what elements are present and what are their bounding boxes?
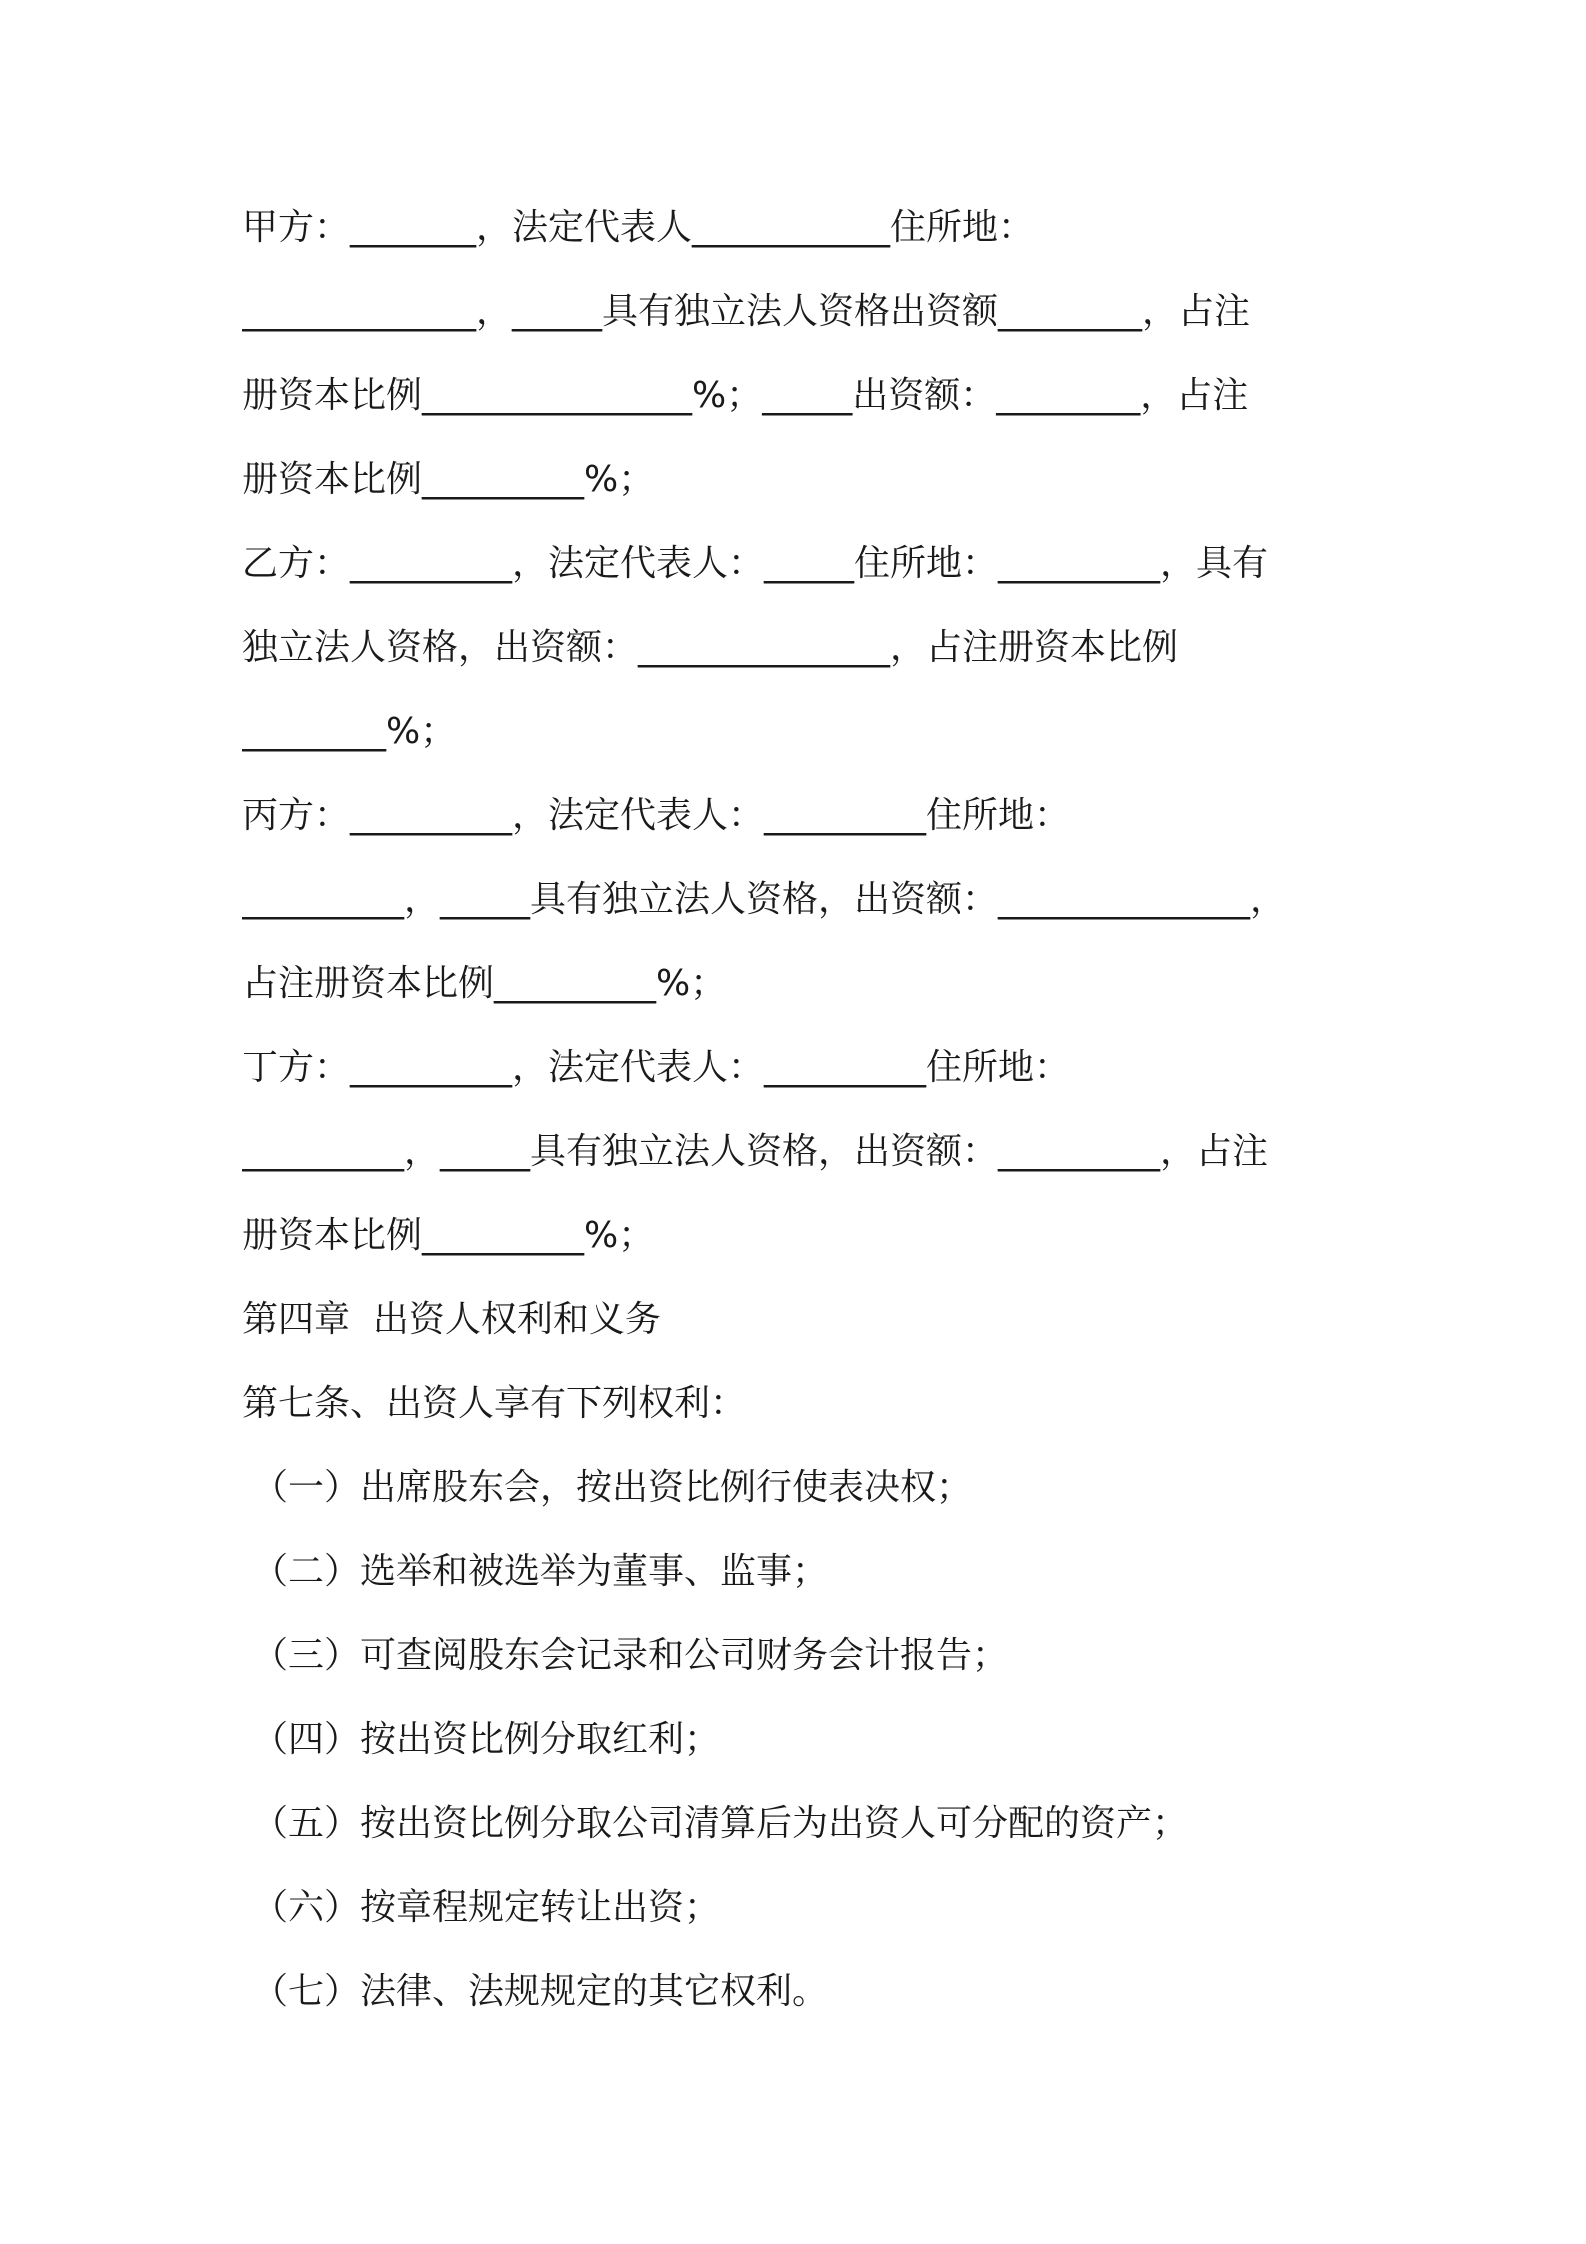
party-a-line-1: 甲方：_______，法定代表人___________住所地： [242, 207, 1035, 248]
party-c-line-2: _________，_____具有独立法人资格，出资额：______________， [242, 879, 1287, 920]
right-item-5: （五）按出资比例分取公司清算后为出资人可分配的资产； [252, 1803, 1189, 1844]
party-b-line-1: 乙方：_________，法定代表人：_____住所地：_________，具有 [242, 543, 1269, 584]
party-a-line-3: 册资本比例_______________%；_____出资额：________，占注 [242, 375, 1249, 416]
party-b-line-2: 独立法人资格，出资额：______________，占注册资本比例 [242, 627, 1179, 668]
article-heading: 第七条、出资人享有下列权利： [242, 1383, 747, 1424]
right-item-2: （二）选举和被选举为董事、监事； [252, 1551, 829, 1592]
party-c-line-1: 丙方：_________，法定代表人：_________住所地： [242, 795, 1071, 836]
party-b-line-3: ________%； [242, 711, 457, 752]
right-item-7: （七）法律、法规规定的其它权利。 [252, 1971, 829, 2012]
chapter-heading: 第四章 出资人权利和义务 [242, 1299, 661, 1340]
party-a-line-4: 册资本比例_________%； [242, 459, 655, 500]
party-d-line-1: 丁方：_________，法定代表人：_________住所地： [242, 1047, 1071, 1088]
right-item-1: （一）出席股东会，按出资比例行使表决权； [252, 1467, 973, 1508]
right-item-6: （六）按章程规定转让出资； [252, 1887, 721, 1928]
party-d-line-2: _________，_____具有独立法人资格，出资额：_________，占注 [242, 1131, 1269, 1172]
right-item-3: （三）可查阅股东会记录和公司财务会计报告； [252, 1635, 1009, 1676]
party-c-line-3: 占注册资本比例_________%； [242, 963, 727, 1004]
party-a-line-2: _____________，_____具有独立法人资格出资额________，占注 [242, 291, 1251, 332]
party-d-line-3: 册资本比例_________%； [242, 1215, 655, 1256]
right-item-4: （四）按出资比例分取红利； [252, 1719, 721, 1760]
